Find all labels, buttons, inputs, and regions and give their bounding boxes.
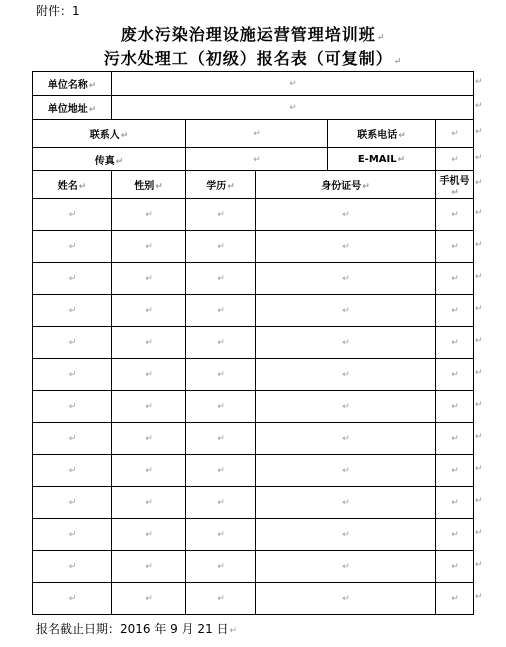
paragraph-mark: ↵ [475,496,483,506]
cell-name[interactable] [33,231,112,263]
cell-mobile[interactable] [436,519,474,551]
paragraph-mark: ↵ [342,594,350,604]
table-row [33,551,474,583]
form-title-text: 废水污染治理设施运营管理培训班 [120,25,376,44]
paragraph-mark: ↵ [217,434,225,444]
cell-mobile[interactable] [436,199,474,231]
cell-education[interactable] [186,199,256,231]
paragraph-mark: ↵ [475,272,483,282]
paragraph-mark: ↵ [475,101,483,111]
unit-address-field[interactable]: ↵ [112,96,474,120]
cell-mobile[interactable] [436,455,474,487]
table-row [33,519,474,551]
paragraph-mark: ↵ [342,402,350,412]
cell-mobile[interactable] [436,551,474,583]
cell-name[interactable] [33,327,112,359]
cell-education[interactable] [186,295,256,327]
paragraph-mark: ↵ [68,274,77,284]
cell-education[interactable] [186,551,256,583]
paragraph-mark: ↵ [342,242,350,252]
paragraph-mark: ↵ [145,306,153,316]
paragraph-mark: ↵ [342,306,350,316]
cell-id-number[interactable] [256,423,436,455]
cell-mobile[interactable] [436,487,474,519]
cell-mobile[interactable] [436,295,474,327]
email-label: E-MAIL↵ [328,148,436,171]
cell-name[interactable] [33,551,112,583]
paragraph-mark: ↵ [68,434,77,444]
cell-education[interactable] [186,263,256,295]
paragraph-mark: ↵ [451,370,459,380]
cell-mobile[interactable] [436,327,474,359]
cell-gender[interactable] [112,583,186,615]
paragraph-mark: ↵ [475,240,483,250]
paragraph-mark: ↵ [68,210,77,220]
paragraph-mark: ↵ [451,498,459,508]
paragraph-mark: ↵ [342,370,350,380]
column-header-mobile: 手机号↵ [436,171,474,199]
unit-name-field[interactable]: ↵ [112,72,474,96]
paragraph-mark: ↵ [145,530,153,540]
cell-gender[interactable] [112,551,186,583]
contact-field[interactable]: ↵ [186,120,328,148]
paragraph-mark: ↵ [451,434,459,444]
form-subtitle [0,46,506,69]
paragraph-mark: ↵ [475,178,483,188]
fax-label: 传真↵ [33,148,186,171]
table-row [33,455,474,487]
cell-gender[interactable] [112,391,186,423]
unit-address-label: 单位地址↵ [33,96,112,120]
cell-name[interactable] [33,583,112,615]
paragraph-mark: ↵ [217,402,225,412]
paragraph-mark: ↵ [68,530,77,540]
paragraph-mark: ↵ [475,400,483,410]
paragraph-mark: ↵ [217,594,225,604]
cell-name[interactable] [33,359,112,391]
paragraph-mark: ↵ [451,242,459,252]
cell-name[interactable] [33,263,112,295]
cell-id-number[interactable] [256,231,436,263]
paragraph-mark: ↵ [451,562,459,572]
cell-gender[interactable] [112,231,186,263]
paragraph-mark: ↵ [475,77,483,87]
paragraph-mark: ↵ [145,562,153,572]
cell-gender[interactable] [112,519,186,551]
table-row [33,359,474,391]
table-row [33,391,474,423]
paragraph-mark: ↵ [68,466,77,476]
paragraph-mark: ↵ [451,402,459,412]
cell-gender[interactable] [112,423,186,455]
form-subtitle-text: 污水处理工（初级）报名表（可复制） [103,49,393,68]
cell-id-number[interactable] [256,583,436,615]
paragraph-mark: ↵ [451,274,459,284]
paragraph-mark: ↵ [342,466,350,476]
table-row [33,423,474,455]
paragraph-mark: ↵ [376,33,386,43]
contact-label: 联系人↵ [33,120,186,148]
column-header-id-number: 身份证号↵ [256,171,436,199]
column-header-row [33,171,474,199]
cell-name[interactable] [33,295,112,327]
cell-mobile[interactable] [436,359,474,391]
paragraph-mark: ↵ [475,127,483,137]
cell-gender[interactable] [112,199,186,231]
paragraph-mark: ↵ [451,530,459,540]
paragraph-mark: ↵ [145,498,153,508]
paragraph-mark: ↵ [475,336,483,346]
cell-education[interactable] [186,391,256,423]
paragraph-mark: ↵ [68,562,77,572]
paragraph-mark: ↵ [68,498,77,508]
cell-id-number[interactable] [256,327,436,359]
cell-id-number[interactable] [256,199,436,231]
column-header-name: 姓名↵ [33,171,112,199]
paragraph-mark: ↵ [217,530,225,540]
paragraph-mark: ↵ [217,274,225,284]
cell-education[interactable] [186,359,256,391]
cell-gender[interactable] [112,295,186,327]
cell-mobile[interactable] [436,391,474,423]
paragraph-mark: ↵ [342,562,350,572]
paragraph-mark: ↵ [475,560,483,570]
paragraph-mark: ↵ [217,242,225,252]
cell-id-number[interactable] [256,263,436,295]
paragraph-mark: ↵ [342,530,350,540]
paragraph-mark: ↵ [68,242,77,252]
cell-education[interactable] [186,455,256,487]
paragraph-mark: ↵ [68,594,77,604]
column-header-gender: 性别↵ [112,171,186,199]
paragraph-mark: ↵ [217,370,225,380]
paragraph-mark: ↵ [145,370,153,380]
cell-gender[interactable] [112,327,186,359]
cell-mobile[interactable] [436,231,474,263]
cell-mobile[interactable] [436,423,474,455]
cell-id-number[interactable] [256,295,436,327]
cell-education[interactable] [186,327,256,359]
paragraph-mark: ↵ [342,338,350,348]
paragraph-mark: ↵ [342,210,350,220]
cell-id-number[interactable] [256,359,436,391]
paragraph-mark: ↵ [145,274,153,284]
paragraph-mark: ↵ [475,464,483,474]
cell-gender[interactable] [112,455,186,487]
phone-label: 联系电话↵ [328,120,436,148]
attachment-label: 附件：1 [36,4,80,18]
paragraph-mark: ↵ [475,208,483,218]
paragraph-mark: ↵ [68,338,77,348]
paragraph-mark: ↵ [217,338,225,348]
cell-education[interactable] [186,487,256,519]
paragraph-mark: ↵ [451,210,459,220]
paragraph-mark: ↵ [68,370,77,380]
cell-id-number[interactable] [256,519,436,551]
cell-education[interactable] [186,583,256,615]
paragraph-mark: ↵ [145,594,153,604]
paragraph-mark: ↵ [475,528,483,538]
paragraph-mark: ↵ [451,594,459,604]
cell-name[interactable] [33,391,112,423]
paragraph-mark: ↵ [217,562,225,572]
paragraph-mark: ↵ [475,432,483,442]
cell-id-number[interactable] [256,391,436,423]
fax-field[interactable]: ↵ [186,148,328,171]
paragraph-mark: ↵ [342,274,350,284]
paragraph-mark: ↵ [145,466,153,476]
cell-id-number[interactable] [256,551,436,583]
paragraph-mark: ↵ [217,306,225,316]
cell-id-number[interactable] [256,455,436,487]
cell-mobile[interactable] [436,583,474,615]
paragraph-mark: ↵ [451,306,459,316]
paragraph-mark: ↵ [475,153,483,163]
cell-gender[interactable] [112,487,186,519]
paragraph-mark: ↵ [342,434,350,444]
cell-education[interactable] [186,231,256,263]
paragraph-mark: ↵ [393,57,403,67]
paragraph-mark: ↵ [217,210,225,220]
paragraph-mark: ↵ [229,626,238,636]
paragraph-mark: ↵ [217,466,225,476]
cell-name[interactable] [33,455,112,487]
cell-mobile[interactable] [436,263,474,295]
paragraph-mark: ↵ [145,210,153,220]
paragraph-mark: ↵ [451,338,459,348]
table-row [33,295,474,327]
paragraph-mark: ↵ [68,402,77,412]
cell-gender[interactable] [112,263,186,295]
table-row [33,583,474,615]
registration-table [32,71,474,615]
cell-education[interactable] [186,423,256,455]
cell-id-number[interactable] [256,487,436,519]
table-row [33,231,474,263]
cell-name[interactable] [33,487,112,519]
cell-name[interactable] [33,199,112,231]
email-field[interactable]: ↵ [436,148,474,171]
paragraph-mark: ↵ [68,306,77,316]
table-row [33,199,474,231]
paragraph-mark: ↵ [145,434,153,444]
paragraph-mark: ↵ [475,368,483,378]
paragraph-mark: ↵ [475,592,483,602]
phone-field[interactable]: ↵ [436,120,474,148]
table-row [33,487,474,519]
cell-education[interactable] [186,519,256,551]
paragraph-mark: ↵ [342,498,350,508]
table-row [33,263,474,295]
paragraph-mark: ↵ [145,402,153,412]
registration-deadline: 报名截止日期：2016 年 9 月 21 日↵ [36,622,238,636]
paragraph-mark: ↵ [217,498,225,508]
cell-gender[interactable] [112,359,186,391]
form-title [0,22,506,45]
table-row [33,327,474,359]
unit-name-label: 单位名称↵ [33,72,112,96]
paragraph-mark: ↵ [145,338,153,348]
cell-name[interactable] [33,423,112,455]
paragraph-mark: ↵ [145,242,153,252]
paragraph-mark: ↵ [475,304,483,314]
cell-name[interactable] [33,519,112,551]
column-header-education: 学历↵ [186,171,256,199]
paragraph-mark: ↵ [451,466,459,476]
